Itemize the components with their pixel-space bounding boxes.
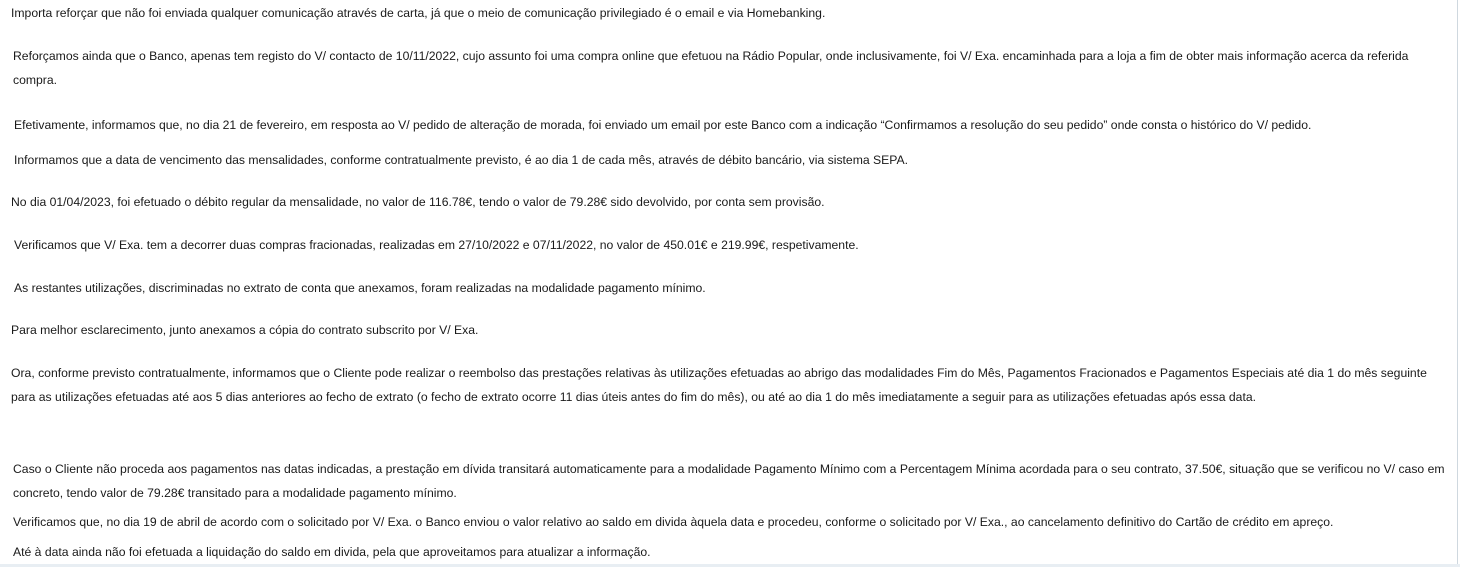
paragraph-repayment-terms: Ora, conforme previsto contratualmente, informamos que o Cliente pode realizar o reembolso das prestações relativas às utilizações efetuadas ao abrigo das modalidades Fim do Mês, Pagamentos Fracionados e Pagamentos Especiais até dia 1 do mês seguinte para as utilizações efetuadas até aos 5 dias anteriores ao fecho de extrato (o fecho de extrato ocorre 11 dias úteis antes do fim do mês), ou até ao dia 1 do mês imediatamente a seguir para as utilizações efetuadas após essa data. [11,366,1427,404]
paragraph-missed-payment: Caso o Cliente não proceda aos pagamentos nas datas indicadas, a prestação em dívida transitará automaticamente para a modalidade Pagamento Mínimo com a Percentagem Mínima acordada para o seu contrato, 37.50€, situação que se verificou no V/ caso em concreto, tendo valor de 79.28€ transitado para a modalidade pagamento mínimo. [13,462,1445,500]
paragraph-due-date: Informamos que a data de vencimento das mensalidades, conforme contratualmente previsto, é ao dia 1 de cada mês, através de débito bancário, via sistema SEPA. [14,153,909,167]
paragraph-address-change: Efetivamente, informamos que, no dia 21 de fevereiro, em resposta ao V/ pedido de alteração de morada, foi enviado um email por este Banco com a indicação “Confirmamos a resolução do seu pedido” onde consta o histórico do V/ pedido. [14,118,1312,132]
paragraph-contact-record: Reforçamos ainda que o Banco, apenas tem registo do V/ contacto de 10/11/2022, cujo assunto foi uma compra online que efetuou na Rádio Popular, onde inclusivamente, foi V/ Exa. encaminhada para a loja a fim de obter mais informação acerca da referida compra. [13,49,1409,87]
paragraph-communication-channel: Importa reforçar que não foi enviada qualquer comunicação através de carta, já que o meio de comunicação privilegiado é o email e via Homebanking. [11,6,826,20]
paragraph-card-cancellation: Verificamos que, no dia 19 de abril de acordo com o solicitado por V/ Exa. o Banco enviou o valor relativo ao saldo em divida àquela data e procedeu, conforme o solicitado por V/ Exa., ao cancelamento definitivo do Cartão de crédito em apreço. [13,515,1334,529]
paragraph-split-purchases: Verificamos que V/ Exa. tem a decorrer duas compras fracionadas, realizadas em 27/10/2022 e 07/11/2022, no valor de 450.01€ e 219.99€, respetivamente. [14,238,859,252]
paragraph-returned-debit: No dia 01/04/2023, foi efetuado o débito regular da mensalidade, no valor de 116.78€, tendo o valor de 79.28€ sido devolvido, por conta sem provisão. [11,195,825,209]
paragraph-contract-attached: Para melhor esclarecimento, junto anexamos a cópia do contrato subscrito por V/ Exa. [11,323,479,337]
paragraph-minimum-payment: As restantes utilizações, discriminadas no extrato de conta que anexamos, foram realizadas na modalidade pagamento mínimo. [14,281,706,295]
paragraph-outstanding-balance: Até à data ainda não foi efetuada a liquidação do saldo em divida, pela que aproveitamos para atualizar a informação. [13,545,651,559]
